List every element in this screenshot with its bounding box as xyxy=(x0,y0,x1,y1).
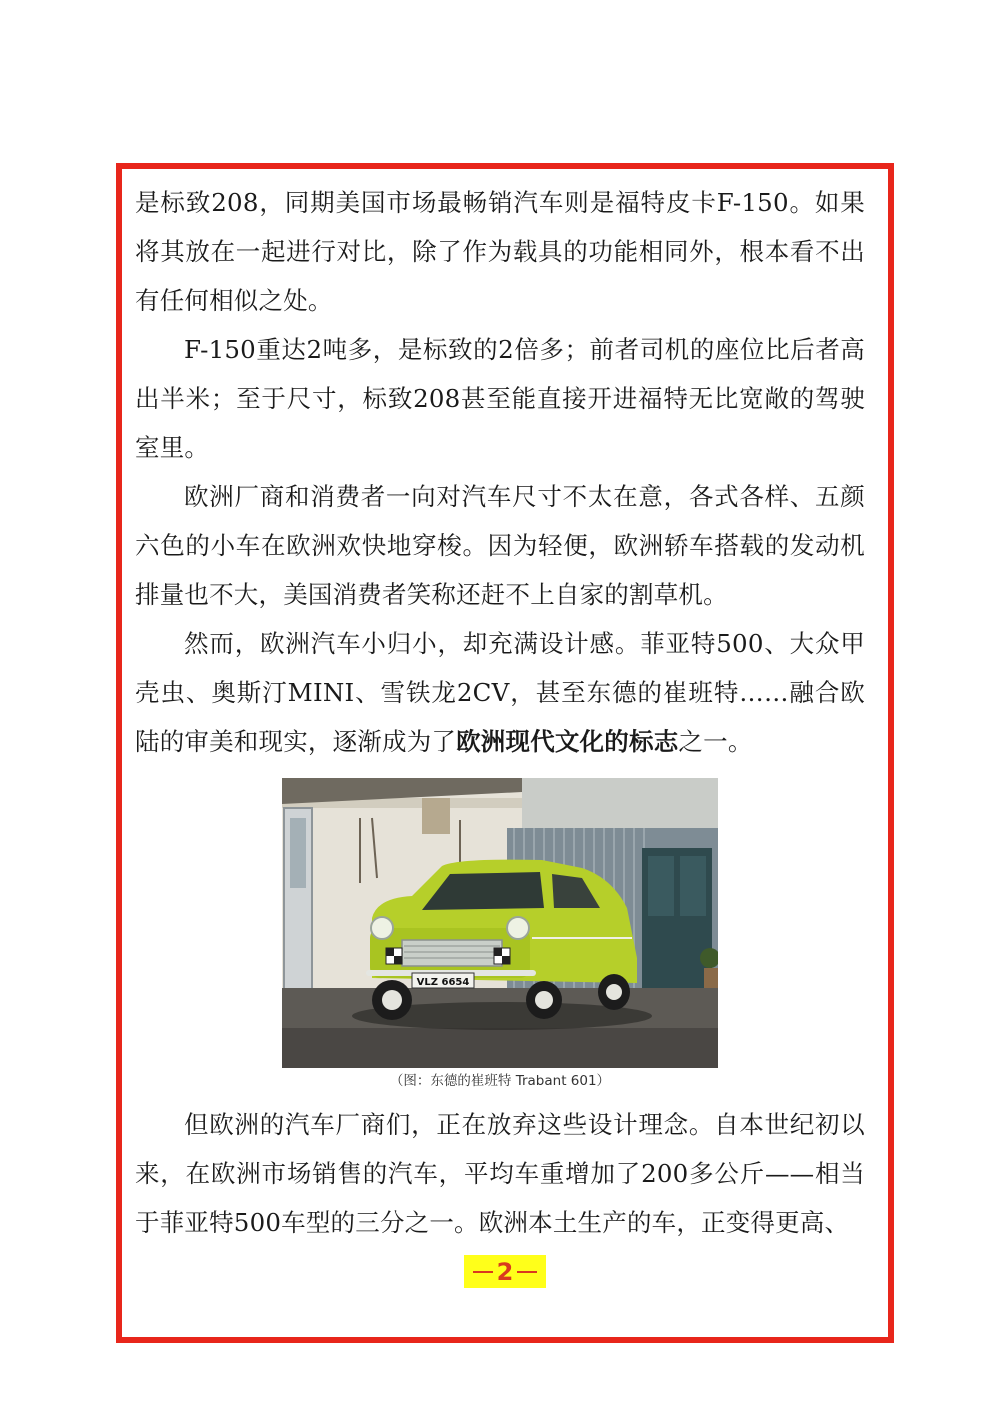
paragraph-3: 欧洲厂商和消费者一向对汽车尺寸不太在意，各式各样、五颜六色的小车在欧洲欢快地穿梭。因为轻便，欧洲轿车搭载的发动机排量也不大，美国消费者笑称还赶不上自家的割草机。 xyxy=(135,482,865,609)
dash-left xyxy=(473,1271,493,1273)
figure-caption: （图：东德的崔班特 Trabant 601） xyxy=(389,1073,611,1089)
trabant-car-photo xyxy=(282,778,718,1068)
article-body xyxy=(135,178,865,1247)
paragraph-1: 是标致208，同期美国市场最畅销汽车则是福特皮卡F-150。如果将其放在一起进行对比，除了作为载具的功能相同外，根本看不出有任何相似之处。 xyxy=(135,188,865,315)
figure xyxy=(135,778,865,1092)
license-plate: VLZ 6654 xyxy=(416,977,470,988)
paragraph-2: F-150重达2吨多，是标致的2倍多；前者司机的座位比后者高出半米；至于尺寸，标致208甚至能直接开进福特无比宽敞的驾驶室里。 xyxy=(135,335,865,462)
paragraph-5: 但欧洲的汽车厂商们，正在放弃这些设计理念。自本世纪初以来，在欧洲市场销售的汽车，平均车重增加了200多公斤——相当于菲亚特500车型的三分之一。欧洲本土生产的车，正变得更高、 xyxy=(135,1110,865,1237)
page-number-badge xyxy=(464,1255,546,1288)
paragraph-4-text: 然而，欧洲汽车小归小，却充满设计感。菲亚特500、大众甲壳虫、奥斯汀MINI、雪铁龙2CV，甚至东德的崔班特……融合欧陆的审美和现实，逐渐成为了 xyxy=(135,629,865,756)
emphasis-text: 欧洲现代文化的标志 xyxy=(456,727,679,756)
paragraph-4-ending: 之一。 xyxy=(678,727,753,756)
paragraph-4 xyxy=(135,619,865,766)
page-number: 2 xyxy=(496,1257,514,1286)
dash-right xyxy=(517,1271,537,1273)
